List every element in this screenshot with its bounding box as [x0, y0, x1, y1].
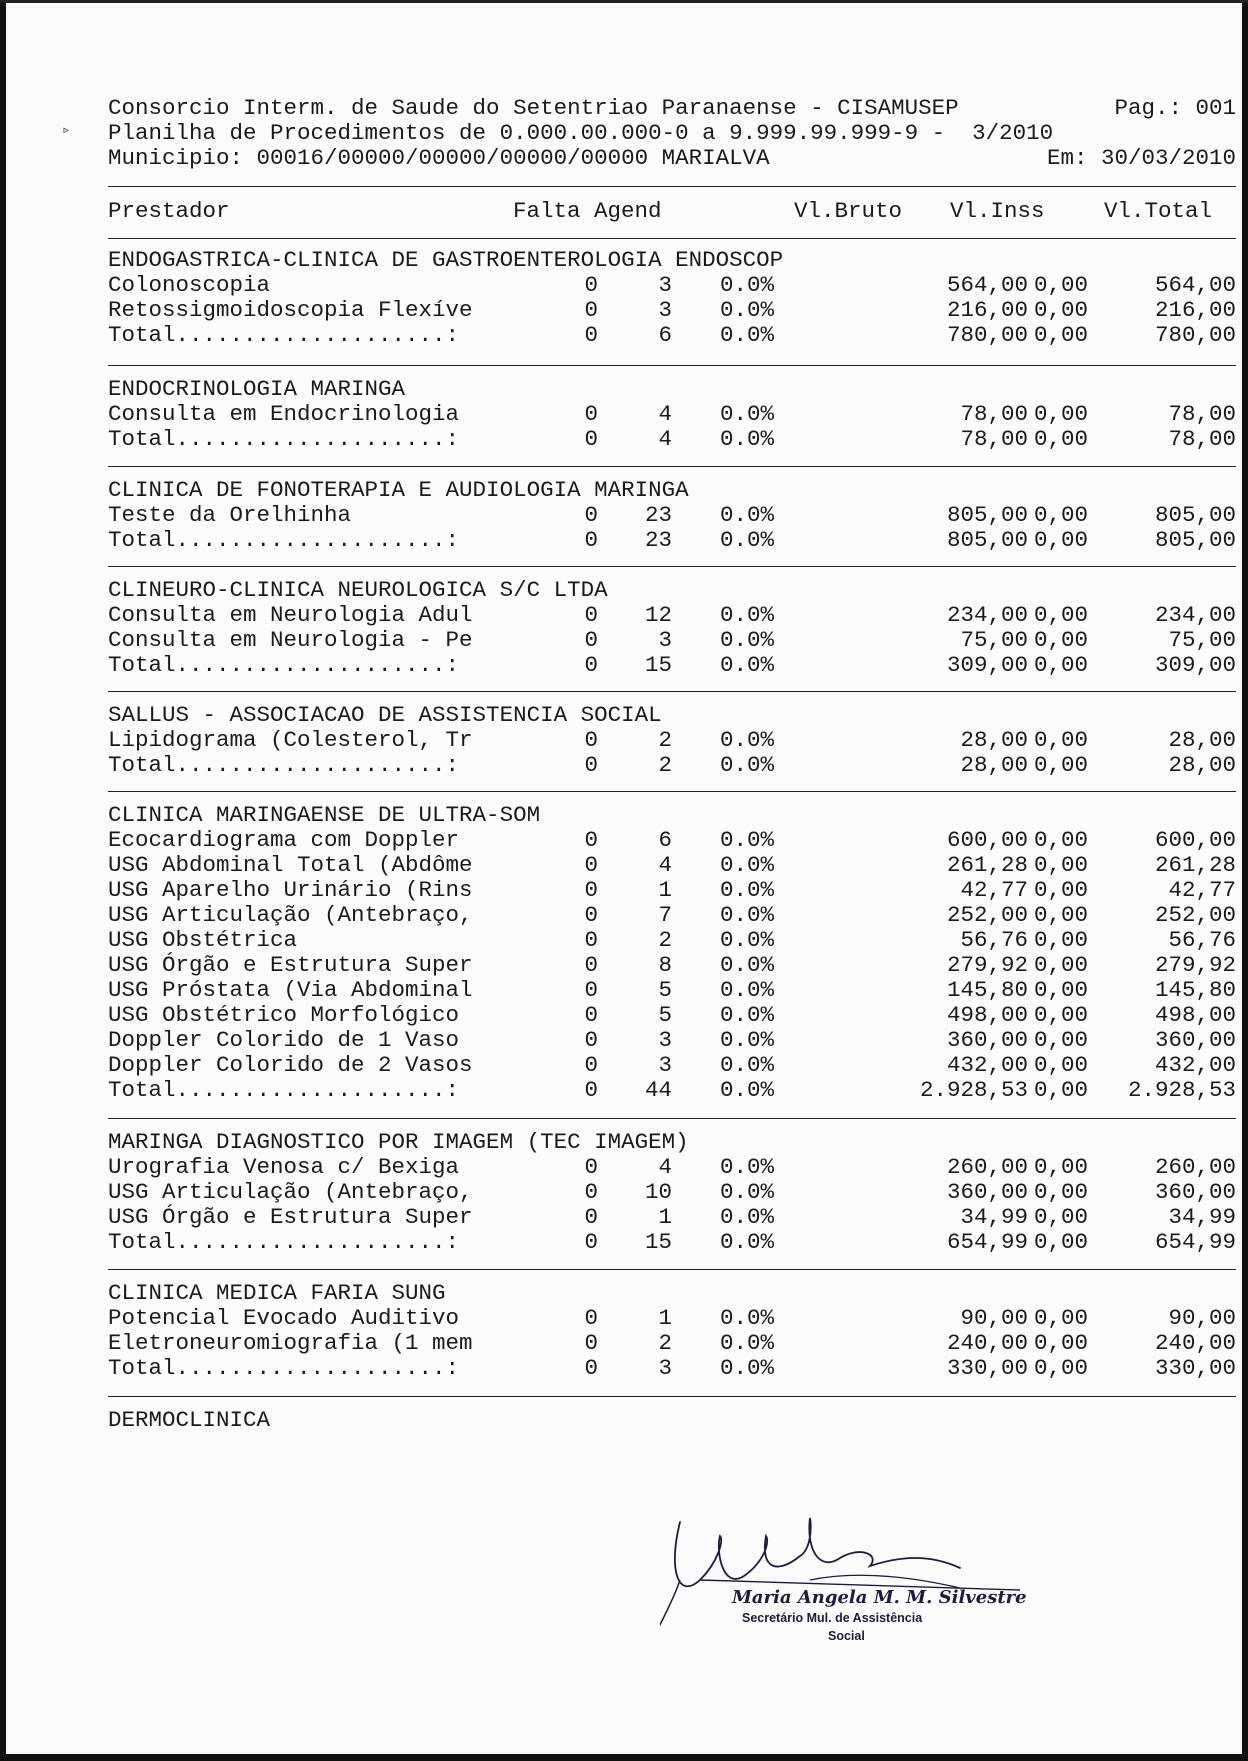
cell-inss: 0,00: [1033, 1179, 1088, 1205]
cell-bruto: 42,77: [960, 877, 1028, 903]
procedure-row: [108, 1053, 1236, 1078]
cell-total: 28,00: [1168, 752, 1236, 778]
cell-pct: 0.0%: [719, 752, 774, 778]
cell-name: USG Articulação (Antebraço,: [108, 1179, 473, 1205]
cell-falta: 0: [584, 952, 598, 978]
cell-pct: 0.0%: [719, 1330, 774, 1356]
cell-falta: 0: [584, 877, 598, 903]
cell-falta: 0: [584, 1002, 598, 1028]
cell-falta: 0: [584, 927, 598, 953]
cell-total: 360,00: [1154, 1179, 1236, 1205]
signature-name: Maria Angela M. M. Silvestre: [732, 1587, 1027, 1608]
cell-agend: 5: [658, 977, 672, 1003]
procedure-row: [108, 1180, 1236, 1205]
section-title: CLINICA DE FONOTERAPIA E AUDIOLOGIA MARINGA: [108, 477, 689, 503]
cell-name: USG Articulação (Antebraço,: [108, 902, 473, 928]
cell-name: Teste da Orelhinha: [108, 502, 352, 528]
cell-bruto: 56,76: [960, 927, 1028, 953]
cell-name: Total....................:: [108, 652, 460, 678]
section-divider: [108, 365, 1236, 366]
cell-name: Total....................:: [108, 322, 460, 348]
cell-falta: 0: [584, 502, 598, 528]
cell-inss: 0,00: [1033, 1330, 1088, 1356]
cell-bruto: 28,00: [960, 727, 1028, 753]
cell-pct: 0.0%: [719, 401, 774, 427]
cell-name: USG Órgão e Estrutura Super: [108, 1204, 473, 1230]
scan-edge-right: [1242, 0, 1248, 1761]
cell-bruto: 279,92: [946, 952, 1028, 978]
cell-name: Doppler Colorido de 2 Vasos: [108, 1052, 473, 1078]
procedure-row: [108, 1306, 1236, 1331]
cell-inss: 0,00: [1033, 1355, 1088, 1381]
procedure-row: [108, 1003, 1236, 1028]
cell-bruto: 600,00: [946, 827, 1028, 853]
cell-falta: 0: [584, 1154, 598, 1180]
cell-bruto: 145,80: [946, 977, 1028, 1003]
signature-role-line2: Social: [828, 1629, 865, 1643]
cell-bruto: 260,00: [946, 1154, 1028, 1180]
cell-pct: 0.0%: [719, 852, 774, 878]
cell-falta: 0: [584, 1179, 598, 1205]
cell-name: Total....................:: [108, 1229, 460, 1255]
header-line-1: [108, 96, 1236, 121]
cell-agend: 12: [644, 602, 672, 628]
cell-bruto: 498,00: [946, 1002, 1028, 1028]
total-row: [108, 653, 1236, 678]
cell-total: 805,00: [1154, 502, 1236, 528]
cell-bruto: 216,00: [946, 297, 1028, 323]
cell-inss: 0,00: [1033, 297, 1088, 323]
cell-pct: 0.0%: [719, 1229, 774, 1255]
cell-inss: 0,00: [1033, 1229, 1088, 1255]
cell-agend: 4: [658, 401, 672, 427]
cell-agend: 8: [658, 952, 672, 978]
cell-agend: 6: [658, 827, 672, 853]
cell-name: Consulta em Neurologia - Pe: [108, 627, 473, 653]
cell-pct: 0.0%: [719, 1204, 774, 1230]
cell-bruto: 75,00: [960, 627, 1028, 653]
cell-agend: 3: [658, 272, 672, 298]
procedure-row: [108, 1028, 1236, 1053]
cell-falta: 0: [584, 1027, 598, 1053]
procedure-row: [108, 728, 1236, 753]
total-row: [108, 1356, 1236, 1381]
cell-agend: 4: [658, 852, 672, 878]
cell-agend: 1: [658, 1305, 672, 1331]
cell-inss: 0,00: [1033, 1154, 1088, 1180]
cell-bruto: 90,00: [960, 1305, 1028, 1331]
cell-pct: 0.0%: [719, 1179, 774, 1205]
cell-falta: 0: [584, 1204, 598, 1230]
procedure-row: [108, 978, 1236, 1003]
cell-total: 78,00: [1168, 426, 1236, 452]
cell-name: Consulta em Neurologia Adul: [108, 602, 473, 628]
total-row: [108, 427, 1236, 452]
cell-total: 498,00: [1154, 1002, 1236, 1028]
signature-block: [660, 1510, 1030, 1680]
section-divider: [108, 791, 1236, 792]
cell-name: Colonoscopia: [108, 272, 271, 298]
cell-bruto: 252,00: [946, 902, 1028, 928]
section-title: SALLUS - ASSOCIACAO DE ASSISTENCIA SOCIAL: [108, 702, 662, 728]
cell-total: 42,77: [1168, 877, 1236, 903]
procedure-row: [108, 1205, 1236, 1230]
cell-bruto: 309,00: [946, 652, 1028, 678]
cell-bruto: 28,00: [960, 752, 1028, 778]
cell-inss: 0,00: [1033, 752, 1088, 778]
scan-mark-arrow: ▹: [62, 123, 71, 139]
cell-inss: 0,00: [1033, 727, 1088, 753]
cell-inss: 0,00: [1033, 1204, 1088, 1230]
cell-inss: 0,00: [1033, 927, 1088, 953]
scan-edge-bottom: [0, 1754, 1248, 1761]
cell-falta: 0: [584, 727, 598, 753]
cell-bruto: 654,99: [946, 1229, 1028, 1255]
cell-name: USG Próstata (Via Abdominal: [108, 977, 473, 1003]
total-row: [108, 1230, 1236, 1255]
cell-inss: 0,00: [1033, 322, 1088, 348]
procedure-row: [108, 603, 1236, 628]
cell-total: 240,00: [1154, 1330, 1236, 1356]
cell-agend: 4: [658, 426, 672, 452]
procedure-row: [108, 853, 1236, 878]
cell-agend: 7: [658, 902, 672, 928]
cell-agend: 2: [658, 727, 672, 753]
cell-bruto: 78,00: [960, 426, 1028, 452]
cell-name: Total....................:: [108, 527, 460, 553]
cell-bruto: 360,00: [946, 1027, 1028, 1053]
section-title: CLINEURO-CLINICA NEUROLOGICA S/C LTDA: [108, 577, 608, 603]
cell-pct: 0.0%: [719, 1027, 774, 1053]
procedure-row: [108, 628, 1236, 653]
cell-agend: 3: [658, 1052, 672, 1078]
cell-inss: 0,00: [1033, 1305, 1088, 1331]
procedure-row: [108, 903, 1236, 928]
cell-total: 260,00: [1154, 1154, 1236, 1180]
cell-pct: 0.0%: [719, 1077, 774, 1103]
cell-falta: 0: [584, 852, 598, 878]
section-divider: [108, 1396, 1236, 1397]
cell-name: USG Obstétrico Morfológico: [108, 1002, 460, 1028]
procedure-row: [108, 298, 1236, 323]
cell-bruto: 34,99: [960, 1204, 1028, 1230]
cell-inss: 0,00: [1033, 902, 1088, 928]
cell-total: 234,00: [1154, 602, 1236, 628]
cell-name: Urografia Venosa c/ Bexiga: [108, 1154, 460, 1180]
cell-total: 145,80: [1154, 977, 1236, 1003]
section-divider: [108, 566, 1236, 567]
cell-falta: 0: [584, 1355, 598, 1381]
section-title: ENDOGASTRICA-CLINICA DE GASTROENTEROLOGIA ENDOSCOP: [108, 247, 784, 273]
cell-falta: 0: [584, 977, 598, 1003]
header-municipio: Municipio: 00016/00000/00000/00000/00000 MARIALVA: [108, 145, 770, 171]
cell-falta: 0: [584, 602, 598, 628]
cell-agend: 23: [644, 502, 672, 528]
cell-inss: 0,00: [1033, 1002, 1088, 1028]
cell-name: USG Órgão e Estrutura Super: [108, 952, 473, 978]
cell-name: USG Aparelho Urinário (Rins: [108, 877, 473, 903]
cell-pct: 0.0%: [719, 1305, 774, 1331]
cell-total: 600,00: [1154, 827, 1236, 853]
cell-name: USG Obstétrica: [108, 927, 298, 953]
cell-bruto: 261,28: [946, 852, 1028, 878]
cell-falta: 0: [584, 827, 598, 853]
cell-total: 330,00: [1154, 1355, 1236, 1381]
cell-falta: 0: [584, 527, 598, 553]
header-line-3: [108, 146, 1236, 171]
cell-inss: 0,00: [1033, 426, 1088, 452]
cell-pct: 0.0%: [719, 652, 774, 678]
cell-inss: 0,00: [1033, 527, 1088, 553]
cell-inss: 0,00: [1033, 1052, 1088, 1078]
cell-bruto: 2.928,53: [919, 1077, 1028, 1103]
cell-name: Doppler Colorido de 1 Vaso: [108, 1027, 460, 1053]
cell-name: Potencial Evocado Auditivo: [108, 1305, 460, 1331]
cell-total: 75,00: [1168, 627, 1236, 653]
header-line-2: Planilha de Procedimentos de 0.000.00.000-0 a 9.999.99.999-9 - 3/2010: [108, 120, 1054, 146]
cell-falta: 0: [584, 1052, 598, 1078]
cell-agend: 3: [658, 627, 672, 653]
procedure-row: [108, 928, 1236, 953]
cell-bruto: 360,00: [946, 1179, 1028, 1205]
cell-pct: 0.0%: [719, 902, 774, 928]
cell-total: 780,00: [1154, 322, 1236, 348]
cell-total: 360,00: [1154, 1027, 1236, 1053]
cell-falta: 0: [584, 401, 598, 427]
section-title: CLINICA MARINGAENSE DE ULTRA-SOM: [108, 802, 541, 828]
section-title: ENDOCRINOLOGIA MARINGA: [108, 376, 406, 402]
cell-bruto: 564,00: [946, 272, 1028, 298]
header-date: Em: 30/03/2010: [1046, 145, 1236, 171]
cell-bruto: 805,00: [946, 527, 1028, 553]
cell-name: USG Abdominal Total (Abdôme: [108, 852, 473, 878]
cell-agend: 6: [658, 322, 672, 348]
procedure-row: [108, 402, 1236, 427]
cell-total: 2.928,53: [1127, 1077, 1236, 1103]
cell-inss: 0,00: [1033, 827, 1088, 853]
report-header: [108, 96, 1236, 171]
cell-agend: 15: [644, 652, 672, 678]
cell-inss: 0,00: [1033, 272, 1088, 298]
cell-inss: 0,00: [1033, 627, 1088, 653]
cell-total: 432,00: [1154, 1052, 1236, 1078]
col-prestador: Prestador: [108, 198, 230, 224]
col-falta-agend: Falta Agend: [513, 198, 662, 224]
cell-agend: 23: [644, 527, 672, 553]
cell-inss: 0,00: [1033, 401, 1088, 427]
cell-inss: 0,00: [1033, 952, 1088, 978]
cell-pct: 0.0%: [719, 827, 774, 853]
cell-agend: 5: [658, 1002, 672, 1028]
cell-total: 279,92: [1154, 952, 1236, 978]
cell-agend: 3: [658, 1355, 672, 1381]
cell-pct: 0.0%: [719, 927, 774, 953]
cell-total: 90,00: [1168, 1305, 1236, 1331]
procedure-row: [108, 953, 1236, 978]
cell-agend: 2: [658, 752, 672, 778]
cell-total: 216,00: [1154, 297, 1236, 323]
total-row: [108, 1078, 1236, 1103]
cell-total: 56,76: [1168, 927, 1236, 953]
cell-pct: 0.0%: [719, 1154, 774, 1180]
procedure-row: [108, 1155, 1236, 1180]
col-vl-inss: Vl.Inss: [950, 198, 1045, 224]
section-divider: [108, 691, 1236, 692]
cell-bruto: 234,00: [946, 602, 1028, 628]
cell-agend: 1: [658, 877, 672, 903]
cell-inss: 0,00: [1033, 877, 1088, 903]
cell-pct: 0.0%: [719, 1052, 774, 1078]
cell-pct: 0.0%: [719, 977, 774, 1003]
cell-falta: 0: [584, 1305, 598, 1331]
procedure-row: [108, 828, 1236, 853]
cell-name: Total....................:: [108, 1077, 460, 1103]
cell-falta: 0: [584, 652, 598, 678]
cell-pct: 0.0%: [719, 322, 774, 348]
section-title: MARINGA DIAGNOSTICO POR IMAGEM (TEC IMAGEM): [108, 1129, 689, 1155]
procedure-row: [108, 503, 1236, 528]
cell-total: 78,00: [1168, 401, 1236, 427]
cell-total: 654,99: [1154, 1229, 1236, 1255]
cell-total: 34,99: [1168, 1204, 1236, 1230]
header-rule-bottom: [108, 238, 1236, 239]
cell-falta: 0: [584, 426, 598, 452]
cell-pct: 0.0%: [719, 527, 774, 553]
cell-agend: 2: [658, 927, 672, 953]
total-row: [108, 753, 1236, 778]
cell-name: Total....................:: [108, 752, 460, 778]
cell-agend: 3: [658, 297, 672, 323]
cell-pct: 0.0%: [719, 1002, 774, 1028]
cell-agend: 1: [658, 1204, 672, 1230]
cell-name: Eletroneuromiografia (1 mem: [108, 1330, 473, 1356]
cell-bruto: 330,00: [946, 1355, 1028, 1381]
cell-falta: 0: [584, 1229, 598, 1255]
header-org-name: Consorcio Interm. de Saude do Setentriao Paranaense - CISAMUSEP: [108, 95, 959, 121]
cell-inss: 0,00: [1033, 852, 1088, 878]
total-row: [108, 528, 1236, 553]
cell-name: Total....................:: [108, 426, 460, 452]
cell-total: 309,00: [1154, 652, 1236, 678]
cell-pct: 0.0%: [719, 426, 774, 452]
cell-falta: 0: [584, 752, 598, 778]
section-title: DERMOCLINICA: [108, 1407, 271, 1433]
cell-total: 252,00: [1154, 902, 1236, 928]
cell-inss: 0,00: [1033, 1077, 1088, 1103]
section-divider: [108, 466, 1236, 467]
cell-total: 564,00: [1154, 272, 1236, 298]
col-vl-total: Vl.Total: [1104, 198, 1213, 224]
cell-bruto: 78,00: [960, 401, 1028, 427]
cell-pct: 0.0%: [719, 627, 774, 653]
cell-bruto: 805,00: [946, 502, 1028, 528]
header-page-number: Pag.: 001: [1114, 95, 1236, 121]
cell-agend: 4: [658, 1154, 672, 1180]
cell-total: 28,00: [1168, 727, 1236, 753]
cell-name: Consulta em Endocrinologia: [108, 401, 460, 427]
procedure-row: [108, 1331, 1236, 1356]
cell-bruto: 780,00: [946, 322, 1028, 348]
section-divider: [108, 1269, 1236, 1270]
cell-pct: 0.0%: [719, 602, 774, 628]
section-title: CLINICA MEDICA FARIA SUNG: [108, 1280, 446, 1306]
cell-pct: 0.0%: [719, 1355, 774, 1381]
header-rule-top: [108, 186, 1236, 187]
cell-agend: 2: [658, 1330, 672, 1356]
procedure-row: [108, 273, 1236, 298]
column-headers: [108, 196, 1236, 226]
cell-bruto: 432,00: [946, 1052, 1028, 1078]
cell-pct: 0.0%: [719, 272, 774, 298]
cell-pct: 0.0%: [719, 502, 774, 528]
signature-role: Secretário Mul. de Assistência: [742, 1611, 923, 1625]
cell-name: Total....................:: [108, 1355, 460, 1381]
cell-falta: 0: [584, 1330, 598, 1356]
cell-falta: 0: [584, 1077, 598, 1103]
section-divider: [108, 1118, 1236, 1119]
procedure-row: [108, 878, 1236, 903]
cell-inss: 0,00: [1033, 602, 1088, 628]
cell-falta: 0: [584, 272, 598, 298]
cell-falta: 0: [584, 902, 598, 928]
cell-inss: 0,00: [1033, 502, 1088, 528]
scan-edge-top: [0, 0, 1248, 3]
cell-name: Retossigmoidoscopia Flexíve: [108, 297, 473, 323]
cell-pct: 0.0%: [719, 727, 774, 753]
cell-pct: 0.0%: [719, 877, 774, 903]
cell-agend: 15: [644, 1229, 672, 1255]
cell-inss: 0,00: [1033, 977, 1088, 1003]
total-row: [108, 323, 1236, 348]
cell-total: 805,00: [1154, 527, 1236, 553]
cell-name: Lipidograma (Colesterol, Tr: [108, 727, 473, 753]
cell-agend: 44: [644, 1077, 672, 1103]
cell-falta: 0: [584, 322, 598, 348]
cell-inss: 0,00: [1033, 1027, 1088, 1053]
cell-falta: 0: [584, 627, 598, 653]
cell-pct: 0.0%: [719, 952, 774, 978]
cell-agend: 10: [644, 1179, 672, 1205]
scan-edge-left: [0, 0, 6, 1761]
cell-total: 261,28: [1154, 852, 1236, 878]
cell-falta: 0: [584, 297, 598, 323]
cell-agend: 3: [658, 1027, 672, 1053]
cell-inss: 0,00: [1033, 652, 1088, 678]
cell-name: Ecocardiograma com Doppler: [108, 827, 460, 853]
col-vl-bruto: Vl.Bruto: [794, 198, 903, 224]
cell-pct: 0.0%: [719, 297, 774, 323]
cell-bruto: 240,00: [946, 1330, 1028, 1356]
